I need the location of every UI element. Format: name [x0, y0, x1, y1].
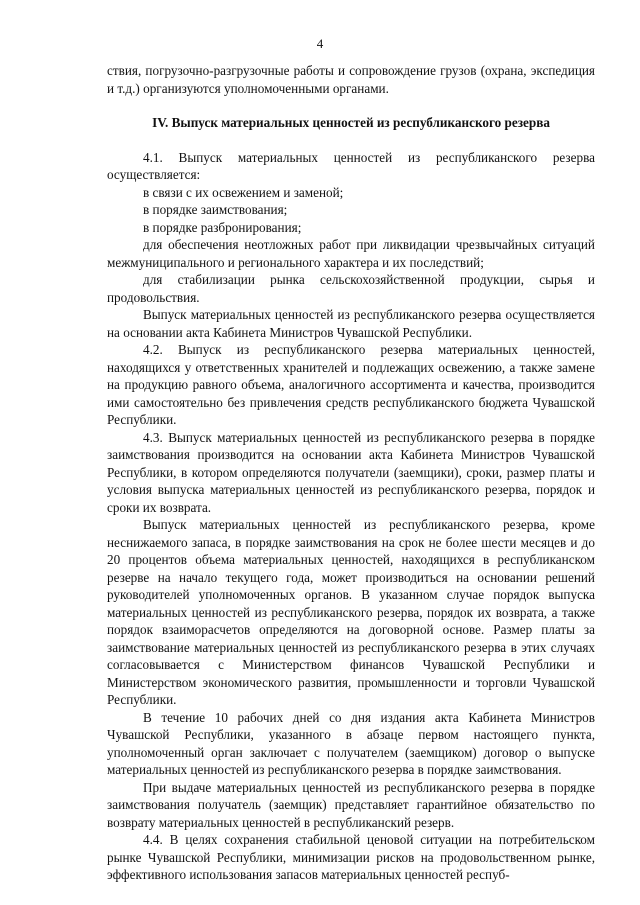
paragraph-4-3: 4.3. Выпуск материальных ценностей из республиканского резерва в порядке заимствования производится на основании акта Кабинета Министров Чувашской Республики, в котором определяются получатели (заемщики), сроки, размер платы и условия выпуска материальных ценностей из республиканского резерва, порядок и сроки их возврата. [107, 429, 595, 515]
page-number: 4 [316, 36, 324, 51]
list-item: в порядке заимствования; [143, 202, 288, 217]
intro-paragraph: ствия, погрузочно-разгрузочные работы и сопровождение грузов (охрана, экспедиция и т.д.) организуются уполномоченными органами. [107, 63, 595, 96]
paragraph-4-1: 4.1. Выпуск материальных ценностей из республиканского резерва осуществляется: [107, 149, 595, 182]
paragraph-4-4: 4.4. В целях сохранения стабильной ценовой ситуации на потребительском рынке Чувашской Республики, минимизации рисков на продовольственном рынке, эффективного использования запасов материальных ценностей респуб- [107, 832, 595, 882]
paragraph: Выпуск материальных ценностей из республиканского резерва, кроме неснижаемого запаса, в порядке заимствования на срок не более шести месяцев и до 20 процентов объема материальных ценностей, находящихся в республиканском резерве на начало текущего года, может производиться на основании решений руководителей уполномоченных органов. В указанном случае порядок выпуска материальных ценностей из республиканского резерва, порядок их возврата, а также порядок взаиморасчетов определяются на договорной основе. Размер платы за заимствование материальных ценностей из республиканского резерва в этих случаях согласовывается с Министерством финансов Чувашской Республики и Министерством экономического развития, промышленности и торговли Чувашской Республики. [107, 517, 595, 707]
list-item: в порядке разбронирования; [143, 219, 302, 235]
list-item: для стабилизации рынка сельскохозяйственной продукции, сырья и продовольствия. [107, 272, 595, 305]
paragraph-4-2: 4.2. Выпуск из республиканского резерва материальных ценностей, находящихся у ответственных хранителей и подлежащих освежению, а также замене на продукцию равного объема, аналогичного ассортимента и качества, производится ими самостоятельно без привлечения средств республиканского бюджета Чувашской Республики. [107, 342, 595, 427]
document-body [107, 62, 595, 884]
list-item: в связи с их освежением и заменой; [143, 184, 344, 200]
paragraph: В течение 10 рабочих дней со дня издания акта Кабинета Министров Чувашской Республики, указанного в абзаце первом настоящего пункта, уполномоченный орган заключает с получателем (заемщиком) договор о выпуске материальных ценностей из республиканского резерва в порядке заимствования. [107, 709, 595, 777]
list-item: для обеспечения неотложных работ при ликвидации чрезвычайных ситуаций межмуниципального и регионального характера и их последствий; [107, 237, 595, 270]
section-heading: IV. Выпуск материальных ценностей из республиканского резерва [152, 115, 550, 130]
paragraph: Выпуск материальных ценностей из республиканского резерва осуществляется на основании акта Кабинета Министров Чувашской Республики. [107, 307, 595, 340]
paragraph: При выдаче материальных ценностей из республиканского резерва в порядке заимствования получатель (заемщик) представляет гарантийное обязательство по возврату материальных ценностей в республиканский резерв. [107, 779, 595, 830]
